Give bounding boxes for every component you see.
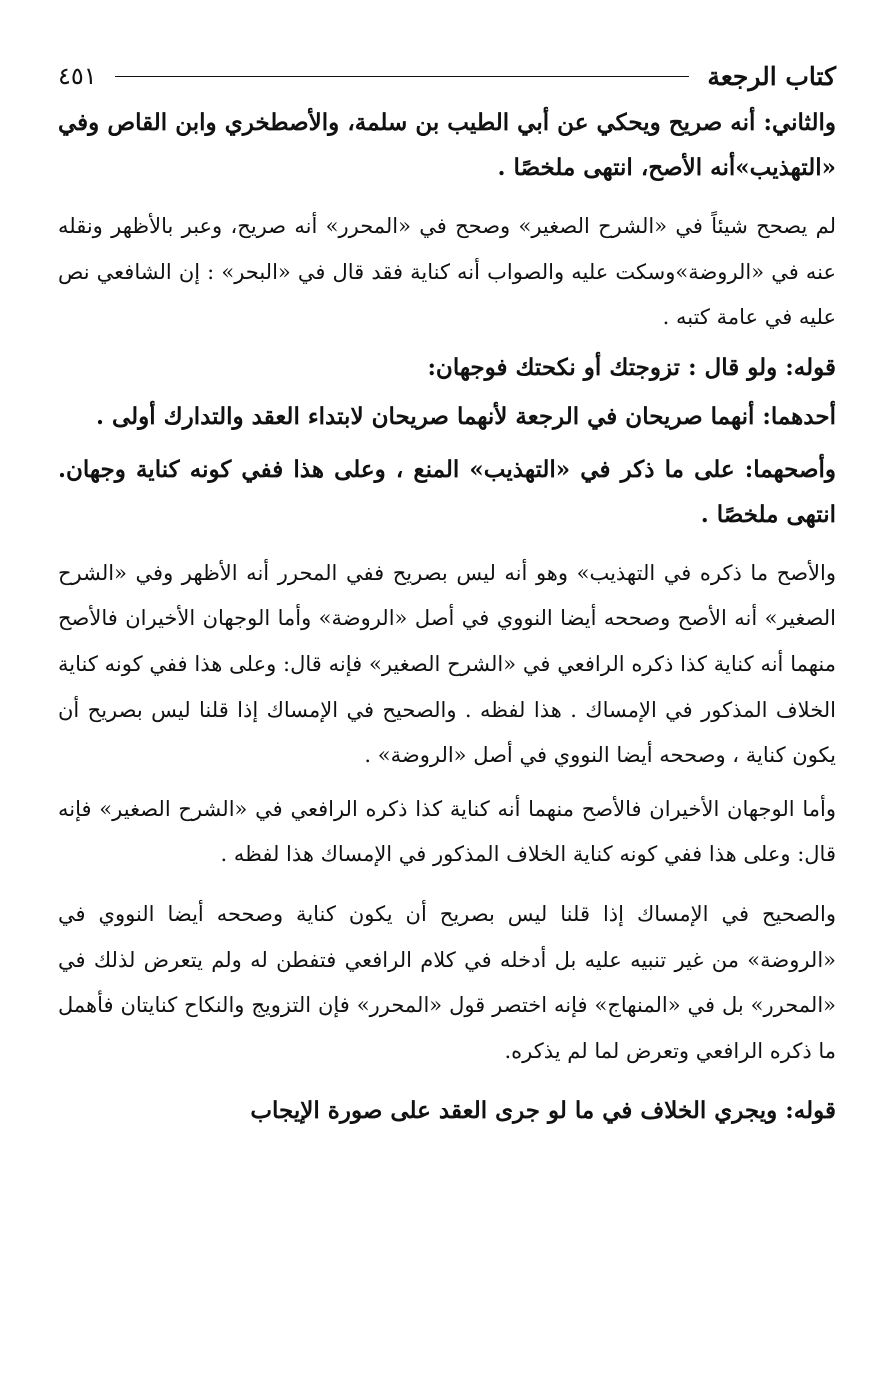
paragraph-quote-heading: قوله: ولو قال : تزوجتك أو نكحتك فوجهان: <box>427 353 836 381</box>
running-header <box>58 56 836 96</box>
paragraph-commentary-2: والأصح ما ذكره في التهذيب» وهو أنه ليس بصريح ففي المحرر أنه الأظهر وفي «الشرح الصغير» أنه الأصح وصححه أيضا النووي في أصل «الروضة» وأما الوجهان الأخيران فالأصح منهما أنه كناية كذا ذكره الرافعي في «الشرح الصغير» فإنه قال: وعلى هذا ففي كونه كناية الخلاف المذكور في الإمساك . هذا لفظه . والصحيح في الإمساك إذا قلنا ليس بصريح أن يكون كناية ، وصححه أيضا النووي في أصل «الروضة» . <box>58 560 836 768</box>
paragraph-commentary-1: لم يصحح شيئاً في «الشرح الصغير» وصحح في «المحرر» أنه صريح، وعبر بالأظهر ونقله عنه في «الروضة»وسكت عليه والصواب أنه كناية فقد قال في «البحر» : إن الشافعي نص عليه في عامة كتبه . <box>58 214 836 330</box>
chapter-title: كتاب الرجعة <box>707 61 836 91</box>
paragraph-second-opinion: والثاني: أنه صريح ويحكي عن أبي الطيب بن سلمة، والأصطخري وابن القاص وفي «التهذيب»أنه الأصح، انتهى ملخصًا . <box>58 109 836 181</box>
paragraph-most-correct-view: وأصحهما: على ما ذكر في «التهذيب» المنع ، وعلى هذا ففي كونه كناية وجهان. انتهى ملخصًا . <box>58 455 836 528</box>
book-page <box>58 56 836 1133</box>
page-number: ٤٥١ <box>58 62 97 90</box>
paragraph-first-view: أحدهما: أنهما صريحان في الرجعة لأنهما صريحان لابتداء العقد والتدارك أولى . <box>95 402 836 430</box>
paragraph-commentary-4: والصحيح في الإمساك إذا قلنا ليس بصريح أن يكون كناية وصححه أيضا النووي في «الروضة» من غير تنبيه عليه بل أدخله في كلام الرافعي فتفطن له ولم يتعرض لذلك في «المحرر» بل في «المنهاج» فإنه اختصر قول «المحرر» فإن التزويج والنكاح كنايتان فأهمل ما ذكره الرافعي وتعرض لما لم يذكره. <box>58 901 836 1063</box>
paragraph-final-quote: قوله: ويجري الخلاف في ما لو جرى العقد على صورة الإيجاب <box>250 1097 836 1125</box>
header-rule <box>115 76 690 77</box>
paragraph-commentary-3: وأما الوجهان الأخيران فالأصح منهما أنه كناية كذا ذكره الرافعي في «الشرح الصغير» فإنه قال: وعلى هذا ففي كونه كناية الخلاف المذكور في الإمساك هذا لفظه . <box>58 796 836 867</box>
